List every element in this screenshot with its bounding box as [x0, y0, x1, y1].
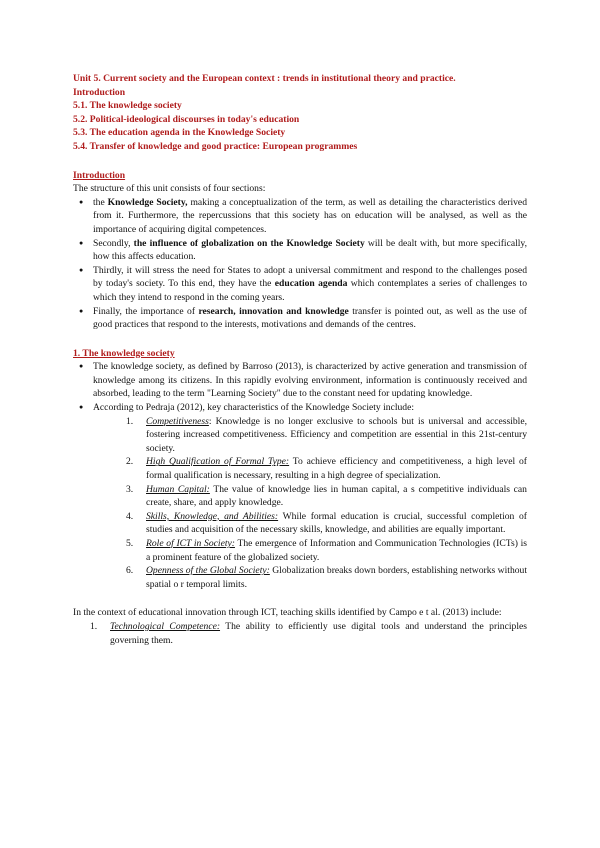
bold-term: research, innovation and knowledge [198, 305, 349, 317]
item-term: Skills, Knowledge, and Abilities: [146, 510, 279, 522]
item-text: The ability to efficiently use digital tools and understand the principles governing them. [110, 620, 527, 646]
bold-term: education agenda [274, 278, 348, 290]
item-text: While formal education is crucial, successful completion of studies and acquisition of the necessary skills, knowledge, and abilities are equally important. [146, 510, 527, 536]
table-of-contents [73, 72, 527, 154]
introduction-heading: Introduction [73, 169, 126, 181]
document-page [73, 72, 527, 647]
characteristic-item [126, 537, 527, 564]
item-number: 5. [126, 538, 134, 549]
item-text: : Knowledge is no longer exclusive to schools but is universal and accessible, fostering increased competitiveness. Efficiency and competition are essential in this 21st-century society. [146, 415, 527, 454]
characteristic-item [126, 483, 527, 510]
item-number: 1. [90, 620, 98, 632]
toc-item: 5.3. The education agenda in the Knowledge Society [73, 127, 286, 139]
item-number: 1. [126, 415, 134, 427]
item-text: To achieve efficiency and competitiveness, a high level of formal qualification is necessary, resulting in a high degree of specialization. [146, 456, 527, 482]
item-number: 3. [126, 483, 134, 495]
text-run: making a conceptualization of the term, as well as detailing the characteristics derived from it. Furthermore, the repercussions that this society has on education will be analysed, as well as the importance of acquiring digital competences. [93, 196, 527, 235]
item-text: Globalization breaks down borders, establishing networks without spatial o r temporal limits. [146, 565, 527, 590]
characteristic-item [126, 415, 527, 456]
item-term: Competitiveness [146, 415, 209, 427]
unit-title: Unit 5. Current society and the European context : trends in institutional theory and practice. [73, 73, 456, 84]
ict-paragraph: In the context of educational innovation through ICT, teaching skills identified by Campo e t al. (2013) include: [73, 607, 502, 619]
toc-item: 5.2. Political-ideological discourses in today's education [73, 113, 300, 125]
bold-term: Knowledge Society, [107, 196, 188, 208]
text-run: transfer is pointed out, as well as the use of good practices that respond to the interests, motivations and demands of the centres. [93, 305, 527, 331]
list-item: ● According to Pedraja (2012), key characteristics of the Knowledge Society include: [93, 401, 527, 415]
text-run: which contemplates a series of challenges to which they intend to respond in the coming years. [93, 278, 527, 303]
toc-item: 5.4. Transfer of knowledge and good practice: European programmes [73, 140, 358, 152]
ict-section [73, 606, 527, 647]
item-term: Role of ICT in Society: [146, 538, 235, 549]
item-text: The value of knowledge lies in human capital, a s competitive individuals can create, share, and apply knowledge. [146, 483, 527, 509]
introduction-lead: The structure of this unit consists of four sections: [73, 183, 266, 195]
list-item [93, 196, 527, 237]
list-item [93, 264, 527, 305]
characteristic-item [126, 564, 527, 591]
characteristics-list [73, 415, 527, 592]
bold-term: the influence of globalization on the Knowledge Society [133, 237, 365, 249]
list-item [93, 237, 527, 264]
text-run: Thirdly, it will stress the need for States to adopt a universal commitment and respond to the challenges posed by today's society. To this end, they have the [93, 264, 527, 290]
list-item: ● The knowledge society, as defined by Barroso (2013), is characterized by active generation and transmission of knowledge among its citizens. In this rapidly evolving environment, information is continuously received and absorbed, leading to the term "Learning Society" due to the constant need for updating knowledge. [93, 360, 527, 401]
list-item [93, 305, 527, 332]
text-run: Finally, the importance of [93, 305, 199, 317]
item-term: High Qualification of Formal Type: [146, 456, 290, 468]
item-term: Technological Competence: [110, 620, 221, 632]
introduction-bullets [73, 196, 527, 332]
characteristic-item [126, 455, 527, 482]
item-number: 6. [126, 565, 134, 577]
toc-item: 5.1. The knowledge society [73, 100, 182, 112]
knowledge-society-bullets [73, 360, 527, 414]
toc-item: Introduction [73, 86, 126, 98]
introduction-section [73, 169, 527, 332]
item-text: The emergence of Information and Communication Technologies (ICTs) is a prominent feature of the globalized society. [146, 538, 527, 563]
knowledge-society-heading: 1. The knowledge society [73, 347, 175, 359]
characteristic-item [126, 510, 527, 537]
item-term: Openness of the Global Society: [146, 565, 270, 577]
text-run: Secondly, [93, 237, 134, 249]
item-number: 2. [126, 456, 134, 468]
knowledge-society-section [73, 347, 527, 592]
item-number: 4. [126, 510, 134, 522]
text-run: the [93, 196, 108, 208]
text-run: will be dealt with, but more specifically, how this affects education. [93, 237, 527, 263]
item-term: Human Capital: [146, 483, 210, 495]
skill-item [90, 620, 527, 647]
ict-skills-list [73, 620, 527, 647]
